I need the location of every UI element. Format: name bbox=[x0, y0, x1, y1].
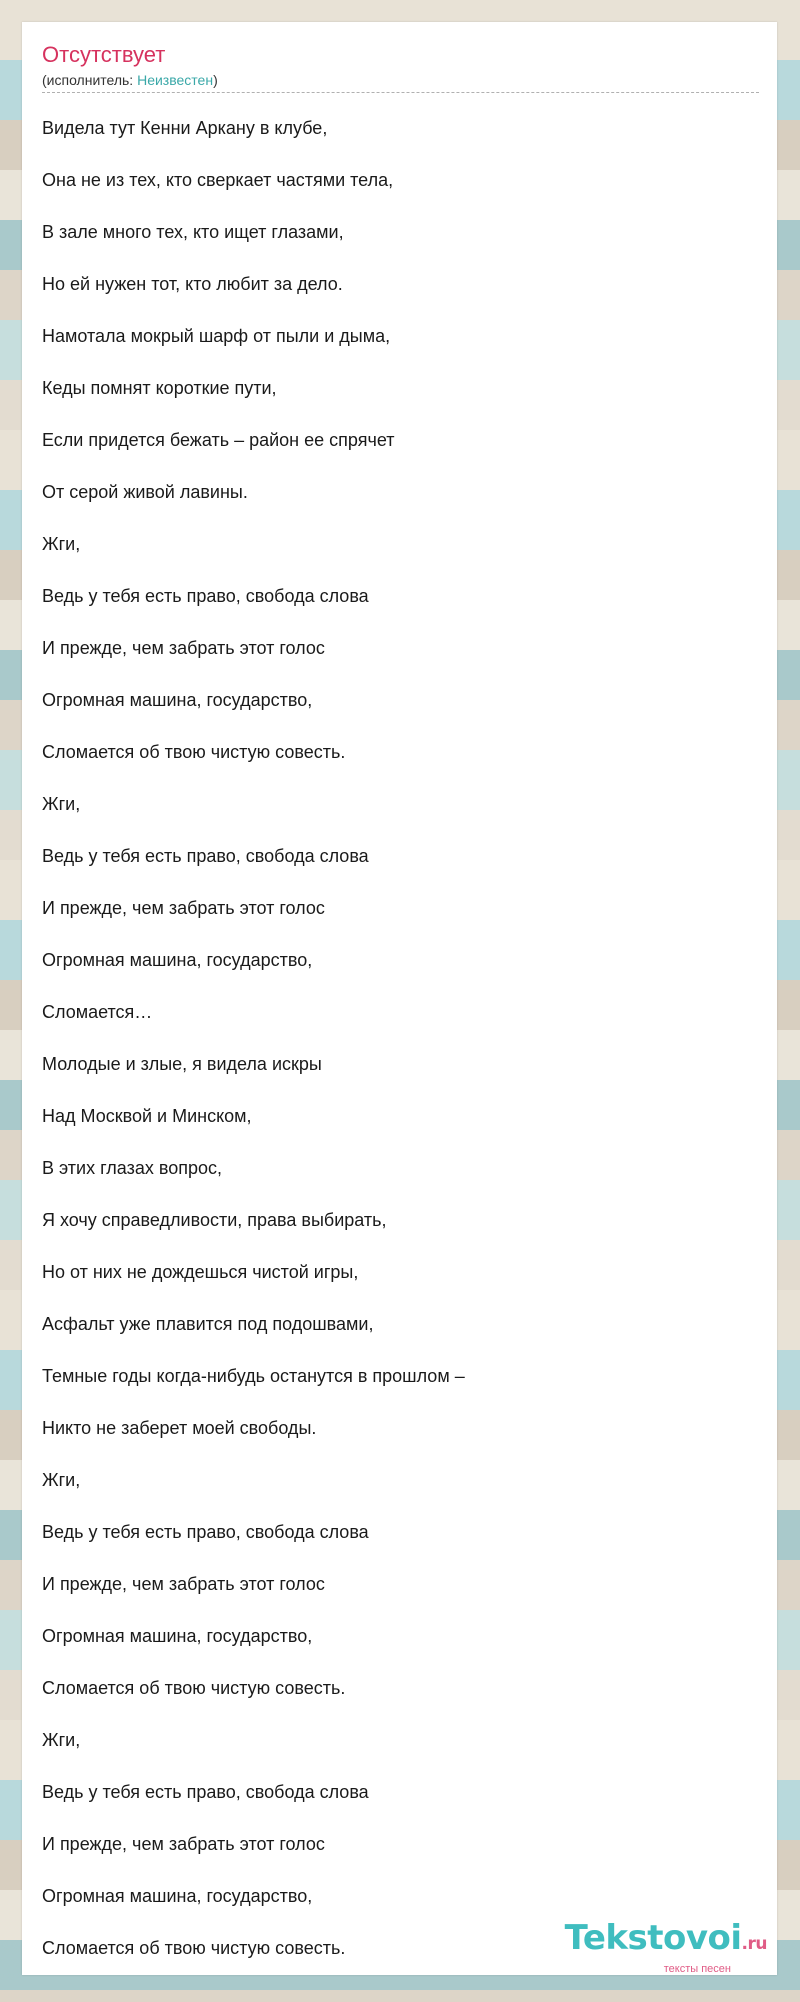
tekstovoi-logo[interactable] bbox=[537, 1919, 767, 1975]
lyric-line: Молодые и злые, я видела искры bbox=[42, 1054, 322, 1074]
lyric-line: Сломается об твою чистую совесть. bbox=[42, 742, 346, 762]
artist-link[interactable]: Неизвестен bbox=[137, 72, 214, 88]
lyric-line: Но от них не дождешься чистой игры, bbox=[42, 1262, 359, 1282]
logo-subtitle: тексты песен bbox=[663, 1963, 731, 1975]
lyric-line: В этих глазах вопрос, bbox=[42, 1158, 222, 1178]
lyric-line: Огромная машина, государство, bbox=[42, 1886, 313, 1906]
lyric-line: И прежде, чем забрать этот голос bbox=[42, 1574, 325, 1594]
artist-suffix: ) bbox=[213, 72, 218, 88]
dashed-divider bbox=[42, 92, 759, 93]
lyric-line: Жги, bbox=[42, 534, 81, 554]
lyric-line: Сломается об твою чистую совесть. bbox=[42, 1938, 346, 1958]
lyric-line: Сломается… bbox=[42, 1002, 153, 1022]
lyric-line: От серой живой лавины. bbox=[42, 482, 248, 502]
lyric-line: Ведь у тебя есть право, свобода слова bbox=[42, 1782, 369, 1802]
lyric-line: Никто не заберет моей свободы. bbox=[42, 1418, 317, 1438]
artist-line bbox=[42, 72, 218, 88]
lyric-line: Но ей нужен тот, кто любит за дело. bbox=[42, 274, 343, 294]
logo-main-text: Tekstovoi bbox=[564, 1918, 742, 1958]
song-title: Отсутствует bbox=[42, 42, 166, 67]
lyric-line: Если придется бежать – район ее спрячет bbox=[42, 430, 395, 450]
lyric-line: И прежде, чем забрать этот голос bbox=[42, 1834, 325, 1854]
lyric-line: Жги, bbox=[42, 1470, 81, 1490]
lyric-line: Кеды помнят короткие пути, bbox=[42, 378, 277, 398]
lyric-line: Огромная машина, государство, bbox=[42, 950, 313, 970]
lyric-line: Темные годы когда-нибудь останутся в прошлом – bbox=[42, 1366, 465, 1386]
logo-wordmark bbox=[537, 1919, 767, 1963]
lyric-line: Ведь у тебя есть право, свобода слова bbox=[42, 1522, 369, 1542]
artist-prefix: (исполнитель: bbox=[42, 72, 138, 88]
lyric-line: Сломается об твою чистую совесть. bbox=[42, 1678, 346, 1698]
lyric-line: И прежде, чем забрать этот голос bbox=[42, 638, 325, 658]
lyric-line: Огромная машина, государство, bbox=[42, 1626, 313, 1646]
lyric-line: Видела тут Кенни Аркану в клубе, bbox=[42, 118, 328, 138]
lyric-line: В зале много тех, кто ищет глазами, bbox=[42, 222, 344, 242]
lyric-line: Она не из тех, кто сверкает частями тела, bbox=[42, 170, 394, 190]
lyric-line: Жги, bbox=[42, 1730, 81, 1750]
lyric-line: Над Москвой и Минском, bbox=[42, 1106, 252, 1126]
lyric-line: Ведь у тебя есть право, свобода слова bbox=[42, 846, 369, 866]
lyrics-body bbox=[42, 102, 759, 1974]
lyric-line: Ведь у тебя есть право, свобода слова bbox=[42, 586, 369, 606]
lyric-line: Жги, bbox=[42, 794, 81, 814]
lyric-line: И прежде, чем забрать этот голос bbox=[42, 898, 325, 918]
lyric-line: Асфальт уже плавится под подошвами, bbox=[42, 1314, 374, 1334]
lyric-line: Намотала мокрый шарф от пыли и дыма, bbox=[42, 326, 391, 346]
lyrics-card bbox=[22, 22, 777, 1975]
logo-tld: .ru bbox=[741, 1934, 767, 1954]
lyric-line: Я хочу справедливости, права выбирать, bbox=[42, 1210, 387, 1230]
lyric-line: Огромная машина, государство, bbox=[42, 690, 313, 710]
